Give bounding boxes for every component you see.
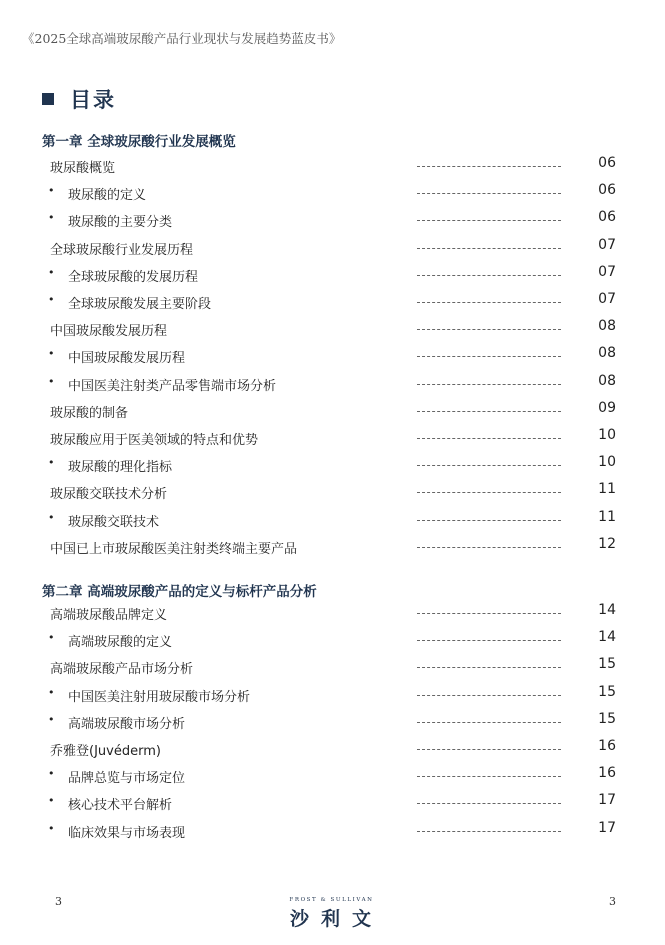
dot-leader — [417, 248, 561, 249]
toc-subentry[interactable] — [0, 347, 665, 367]
bullet-icon: • — [48, 767, 55, 781]
toc-entry[interactable] — [0, 483, 665, 503]
toc-entry[interactable] — [0, 157, 665, 177]
toc-subentry[interactable] — [0, 184, 665, 204]
toc-subentry[interactable] — [0, 794, 665, 814]
dot-leader — [417, 193, 561, 194]
toc-page-number: 08 — [598, 372, 616, 389]
dot-leader — [417, 220, 561, 221]
toc-subentry[interactable] — [0, 819, 665, 842]
dot-leader — [417, 492, 561, 493]
dot-leader — [417, 520, 561, 521]
toc-entry[interactable] — [0, 535, 665, 558]
running-header: 《2025全球高端玻尿酸产品行业现状与发展趋势蓝皮书》 — [22, 31, 342, 46]
chapter-heading: 第一章 全球玻尿酸行业发展概览 — [42, 134, 236, 150]
toc-page-number: 17 — [598, 819, 616, 836]
toc-entry[interactable] — [0, 429, 665, 449]
toc-entry-label: 玻尿酸的制备 — [50, 405, 129, 421]
toc-page-number: 16 — [598, 738, 616, 754]
toc-page-number: 09 — [598, 399, 616, 416]
dot-leader — [417, 831, 561, 832]
toc-entry-label: 玻尿酸的定义 — [68, 188, 147, 204]
toc-page-number: 14 — [598, 629, 616, 646]
toc-entry[interactable] — [0, 236, 665, 259]
dot-leader — [417, 275, 561, 276]
toc-page-number: 12 — [598, 535, 616, 552]
toc-subentry[interactable] — [0, 683, 665, 706]
toc-subentry[interactable] — [0, 211, 665, 231]
dot-leader — [417, 166, 561, 167]
page-number-right: 3 — [609, 895, 616, 908]
bullet-icon: • — [48, 374, 55, 388]
square-bullet-icon — [42, 93, 54, 105]
toc-page-number: 07 — [598, 236, 616, 253]
toc-entry-label: 高端玻尿酸品牌定义 — [50, 608, 168, 623]
bullet-icon: • — [48, 685, 55, 699]
toc-entry[interactable] — [0, 604, 665, 624]
toc-entry-label: 中国玻尿酸发展历程 — [68, 351, 186, 367]
logo-english: FROST & SULLIVAN — [289, 897, 374, 903]
toc-page-number: 11 — [598, 481, 616, 498]
toc-subentry[interactable] — [0, 631, 665, 651]
dot-leader — [417, 302, 561, 303]
toc-subentry[interactable] — [0, 456, 665, 476]
dot-leader — [417, 667, 561, 668]
toc-title: 目录 — [70, 87, 116, 112]
toc-entry-label: 玻尿酸概览 — [50, 161, 116, 176]
toc-page-number: 07 — [598, 263, 616, 280]
dot-leader — [417, 411, 561, 412]
toc-page-number: 15 — [598, 656, 616, 673]
dot-leader — [417, 547, 561, 548]
dot-leader — [417, 722, 561, 723]
dot-leader — [417, 776, 561, 777]
toc-entry-label: 玻尿酸的主要分类 — [68, 215, 173, 231]
toc-heading — [42, 84, 116, 114]
toc-subentry[interactable] — [0, 508, 665, 531]
bullet-icon: • — [48, 631, 55, 645]
toc-entry-label: 玻尿酸应用于医美领域的特点和优势 — [50, 433, 259, 448]
dot-leader — [417, 803, 561, 804]
bullet-icon: • — [48, 347, 55, 361]
toc-subentry[interactable] — [0, 263, 665, 286]
dot-leader — [417, 465, 561, 466]
dot-leader — [417, 356, 561, 357]
bullet-icon: • — [48, 794, 55, 808]
toc-entry-label: 中国医美注射用玻尿酸市场分析 — [68, 689, 251, 705]
bullet-icon: • — [48, 712, 55, 726]
toc-entry-label: 高端玻尿酸市场分析 — [68, 716, 186, 732]
toc-entry-label: 中国医美注射类产品零售端市场分析 — [68, 378, 277, 394]
toc-entry-label: 玻尿酸的理化指标 — [68, 460, 173, 476]
bullet-icon: • — [48, 184, 55, 198]
bullet-icon: • — [48, 211, 55, 225]
dot-leader — [417, 695, 561, 696]
toc-page-number: 10 — [598, 454, 616, 471]
toc-page-number: 06 — [598, 155, 616, 171]
toc-page-number: 14 — [598, 602, 616, 618]
toc-page-number: 08 — [598, 318, 616, 335]
toc-entry-label: 全球玻尿酸行业发展历程 — [50, 242, 194, 258]
toc-page-number: 06 — [598, 209, 616, 226]
toc-page-number: 07 — [598, 291, 616, 307]
toc-entry-label: 全球玻尿酸发展主要阶段 — [68, 297, 212, 312]
toc-page-number: 15 — [598, 710, 616, 727]
toc-page-number: 16 — [598, 765, 616, 782]
toc-entry-label: 高端玻尿酸的定义 — [68, 635, 173, 651]
frost-sullivan-logo — [264, 897, 399, 931]
bullet-icon: • — [48, 456, 55, 470]
dot-leader — [417, 640, 561, 641]
toc-page-number: 06 — [598, 182, 616, 199]
bullet-icon: • — [48, 510, 55, 524]
dot-leader — [417, 384, 561, 385]
toc-subentry[interactable] — [0, 372, 665, 395]
toc-entry[interactable] — [0, 320, 665, 340]
toc-entry-label: 乔雅登(Juvéderm) — [50, 744, 161, 759]
toc-page-number: 11 — [598, 508, 616, 525]
bullet-icon: • — [48, 265, 55, 279]
toc-subentry[interactable] — [0, 293, 665, 313]
toc-page-number: 17 — [598, 792, 616, 809]
toc-page-number: 08 — [598, 345, 616, 362]
toc-entry-label: 临床效果与市场表现 — [68, 825, 186, 841]
dot-leader — [417, 749, 561, 750]
toc-entry-label: 中国已上市玻尿酸医美注射类终端主要产品 — [50, 541, 298, 557]
dot-leader — [417, 613, 561, 614]
page-number-left: 3 — [55, 895, 62, 908]
bullet-icon: • — [48, 821, 55, 835]
toc-entry-label: 玻尿酸交联技术 — [68, 514, 160, 530]
logo-chinese: 沙利文 — [289, 908, 383, 930]
toc-entry-label: 品牌总览与市场定位 — [68, 771, 186, 787]
toc-entry-label: 全球玻尿酸的发展历程 — [68, 269, 199, 285]
toc-entry-label: 高端玻尿酸产品市场分析 — [50, 662, 194, 678]
toc-entry-label: 核心技术平台解析 — [68, 798, 173, 814]
toc-entry[interactable] — [0, 740, 665, 760]
toc-entry[interactable] — [0, 658, 665, 678]
toc-entry-label: 中国玻尿酸发展历程 — [50, 324, 168, 340]
bullet-icon: • — [48, 293, 55, 306]
toc-subentry[interactable] — [0, 710, 665, 733]
toc-page-number: 15 — [598, 683, 616, 700]
toc-entry-label: 玻尿酸交联技术分析 — [50, 487, 168, 503]
dot-leader — [417, 438, 561, 439]
dot-leader — [417, 329, 561, 330]
toc-subentry[interactable] — [0, 767, 665, 787]
chapter-heading: 第二章 高端玻尿酸产品的定义与标杆产品分析 — [42, 584, 317, 600]
toc-page-number: 10 — [598, 427, 616, 443]
toc-entry[interactable] — [0, 399, 665, 422]
